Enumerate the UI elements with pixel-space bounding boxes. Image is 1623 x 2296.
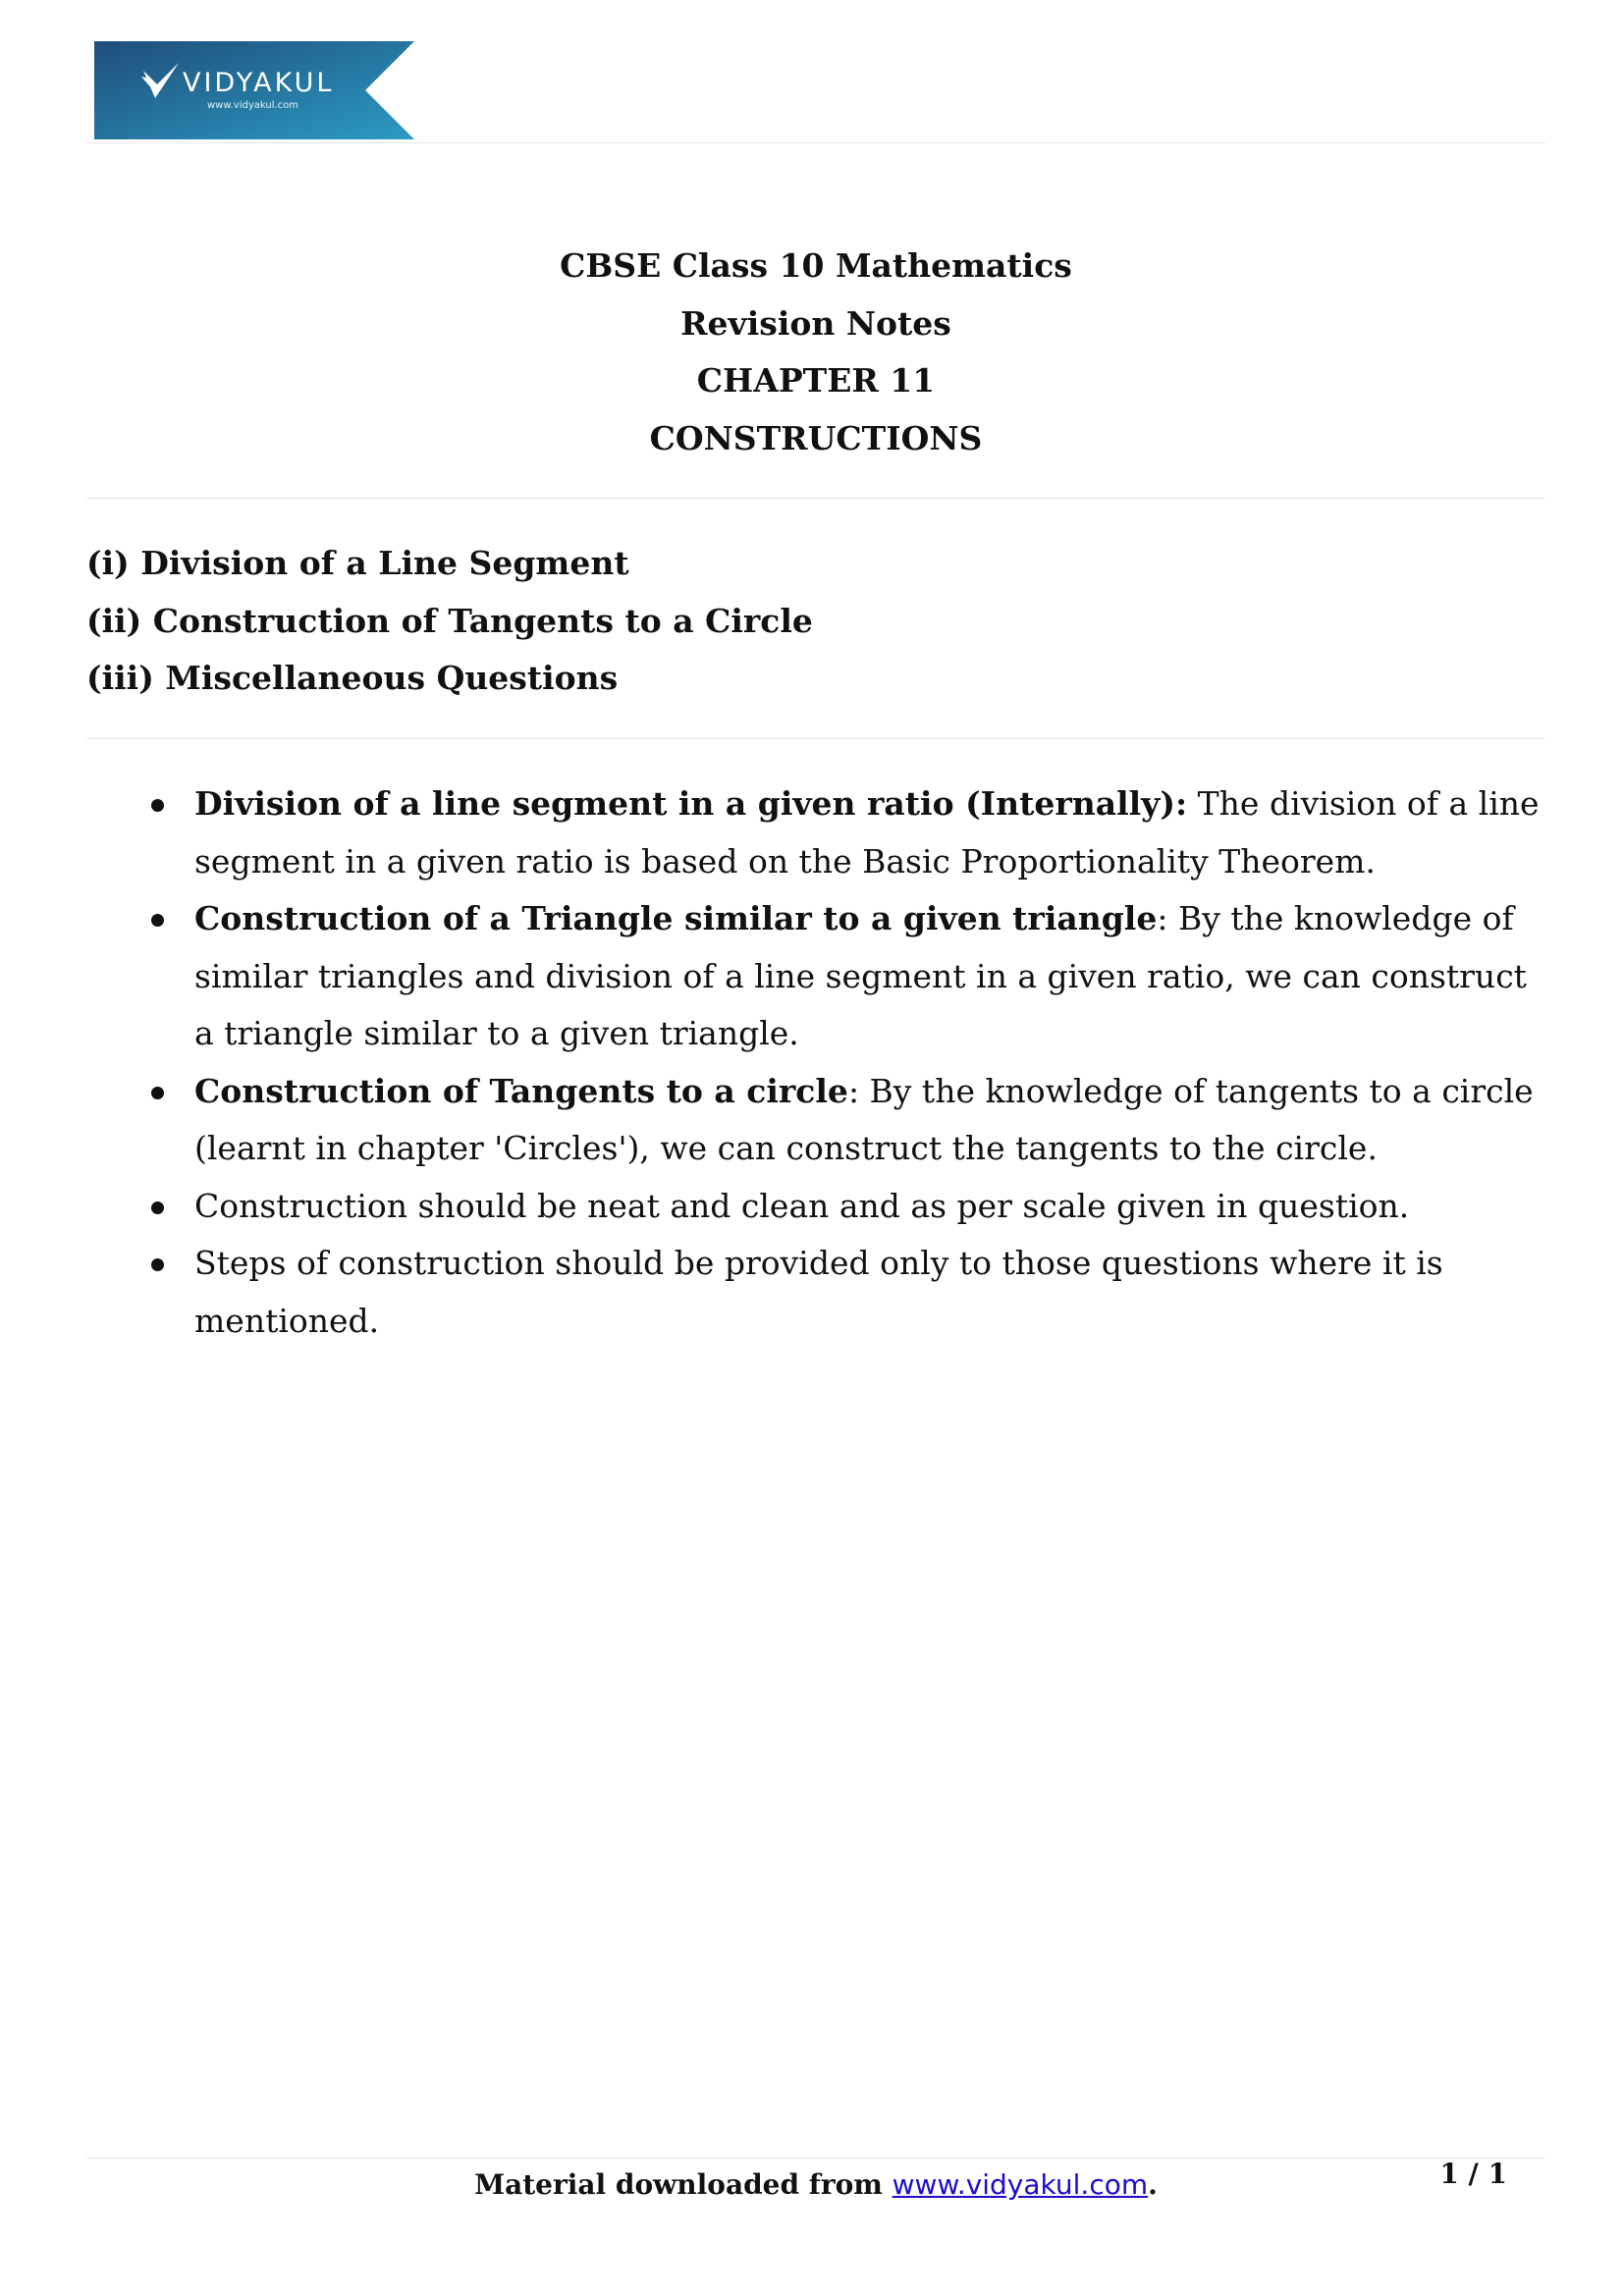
title-line-topic: CONSTRUCTIONS — [649, 418, 983, 457]
list-item-text: : By the knowledge of similar triangles and division of a line segment in a given ratio, we can construct a triangle similar to a given triangle. — [194, 899, 1527, 1052]
notes-list — [194, 775, 1549, 1350]
list-item-heading: Division of a line segment in a given ratio (Internally): — [194, 784, 1188, 823]
list-item — [194, 1063, 1549, 1178]
list-item-heading: Construction of Tangents to a circle — [194, 1071, 848, 1110]
document-title — [86, 238, 1545, 467]
list-item — [194, 1178, 1549, 1236]
section-item: (i) Division of a Line Segment — [86, 544, 629, 582]
list-item — [194, 1235, 1549, 1350]
logo-url: www.vidyakul.com — [207, 100, 299, 111]
section-list — [86, 535, 813, 708]
page-number: 1 / 1 — [1439, 2158, 1507, 2190]
title-line-chapter: CHAPTER 11 — [696, 361, 936, 400]
list-item-text: : By the knowledge of tangents to a circle (learnt in chapter 'Circles'), we can construct the tangents to the circle. — [194, 1071, 1534, 1167]
list-item — [194, 775, 1549, 890]
footer-link[interactable]: www.vidyakul.com — [892, 2168, 1149, 2201]
list-item-text: Construction should be neat and clean and as per scale given in question. — [194, 1186, 1410, 1225]
section-item: (ii) Construction of Tangents to a Circle — [86, 601, 813, 640]
footer-note — [86, 2165, 1545, 2205]
list-item — [194, 890, 1549, 1063]
section-item: (iii) Miscellaneous Questions — [86, 659, 619, 697]
footer-prefix: Material downloaded from — [474, 2168, 893, 2201]
list-item-text: Steps of construction should be provided only to those questions where it is mentioned. — [194, 1244, 1443, 1340]
vidyakul-logo — [94, 41, 414, 139]
title-divider — [86, 498, 1545, 499]
list-item-heading: Construction of a Triangle similar to a given triangle — [194, 899, 1158, 937]
list-item-text: The division of a line segment in a given ratio is based on the Basic Proportionality Theorem. — [194, 784, 1540, 881]
sections-divider — [86, 738, 1545, 739]
footer-divider — [86, 2158, 1545, 2159]
footer-suffix: . — [1148, 2168, 1158, 2201]
header-divider — [86, 142, 1545, 143]
logo-name: VIDYAKUL — [183, 68, 335, 98]
title-line-subject: CBSE Class 10 Mathematics — [560, 246, 1072, 285]
title-line-notes: Revision Notes — [680, 303, 951, 343]
